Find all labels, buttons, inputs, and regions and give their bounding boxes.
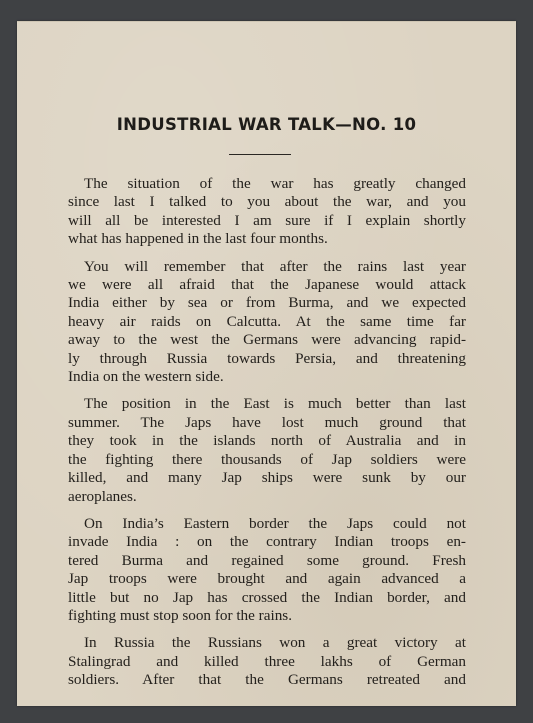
- text-line: little but no Jap has crossed the Indian border, and: [68, 588, 466, 606]
- text-line: what has happened in the last four months.: [68, 230, 328, 248]
- paragraph-4: [68, 515, 466, 625]
- text-line: since last I talked to you about the war, and you: [68, 193, 466, 211]
- paragraph-1: [68, 175, 466, 249]
- text-line: aeroplanes.: [68, 487, 137, 505]
- text-line: away to the west the Germans were advancing rapid-: [68, 331, 466, 349]
- text-line: ly through Russia towards Persia, and threatening: [68, 349, 466, 367]
- text-line: The position in the East is much better than last: [84, 395, 466, 413]
- text-line: summer. The Japs have lost much ground that: [68, 413, 466, 431]
- text-line: India either by sea or from Burma, and we expected: [68, 294, 466, 312]
- text-line: Jap troops were brought and again advanced a: [68, 570, 466, 588]
- text-line: invade India : on the contrary Indian troops en-: [68, 533, 466, 551]
- text-line: The situation of the war has greatly changed: [84, 175, 466, 192]
- text-line: the fighting there thousands of Jap soldiers were: [68, 450, 466, 468]
- document-page: [17, 21, 516, 706]
- text-line: heavy air raids on Calcutta. At the same time far: [68, 312, 466, 330]
- text-line: Stalingrad and killed three lakhs of German: [68, 652, 466, 670]
- document-title: INDUSTRIAL WAR TALK—NO. 10: [116, 115, 417, 134]
- text-line: killed, and many Jap ships were sunk by our: [68, 469, 466, 487]
- text-line: India on the western side.: [68, 368, 224, 386]
- paragraph-5: [68, 634, 466, 689]
- title-divider: [229, 154, 291, 155]
- paragraph-2: [68, 258, 466, 387]
- text-line: On India’s Eastern border the Japs could not: [84, 514, 466, 532]
- text-line: In Russia the Russians won a great victory at: [84, 634, 466, 652]
- text-line: fighting must stop soon for the rains.: [68, 606, 293, 624]
- text-line: You will remember that after the rains last year: [84, 257, 466, 275]
- paragraph-3: [68, 395, 466, 505]
- text-line: soldiers. After that the Germans retreated and: [68, 671, 466, 689]
- text-line: will all be interested I am sure if I explain shortly: [68, 211, 466, 229]
- text-line: they took in the islands north of Australia and in: [68, 432, 466, 450]
- text-line: we were all afraid that the Japanese would attack: [68, 276, 466, 294]
- text-line: tered Burma and regained some ground. Fresh: [68, 551, 466, 569]
- document-body: [68, 175, 466, 699]
